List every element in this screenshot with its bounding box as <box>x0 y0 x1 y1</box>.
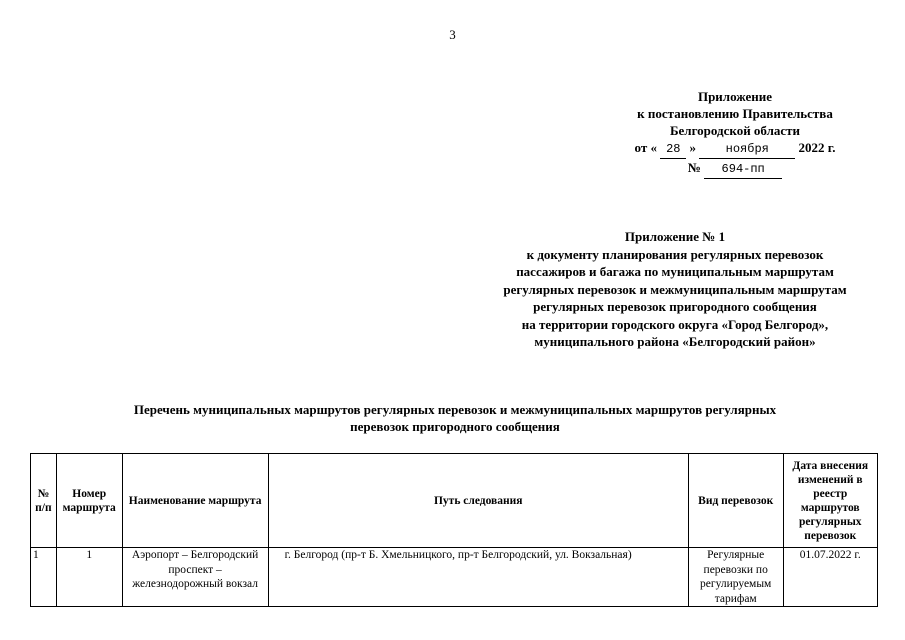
table-row <box>31 548 878 607</box>
appendix-1-block <box>470 228 880 351</box>
appendix-1-line: к документу планирования регулярных перевозок <box>526 246 824 262</box>
header-date: Дата внесения изменений в реестр маршрутов регулярных перевозок <box>783 454 878 548</box>
date-prefix: от « <box>634 140 658 155</box>
date-year: 2022 г. <box>798 140 836 155</box>
appendix-1-line: пассажиров и багажа по муниципальным маршрутам <box>516 264 834 279</box>
appendix-1-line: на территории городского округа «Город Белгород», <box>521 316 829 332</box>
appendix-header-line3: Белгородской области <box>669 123 801 138</box>
appendix-header-line2: к постановлению Правительства <box>637 106 833 121</box>
cell-path: г. Белгород (пр-т Б. Хмельницкого, пр-т Белгородский, ул. Вокзальная) <box>268 548 688 607</box>
cell-route-number: 1 <box>56 548 122 607</box>
date-month: ноября <box>699 141 795 159</box>
appendix-1-title: Приложение № 1 <box>624 229 726 244</box>
table-header-row <box>31 454 878 548</box>
appendix-header <box>605 88 865 179</box>
list-title-line1: Перечень муниципальных маршрутов регулярных перевозок и межмуниципальных маршрутов регулярных <box>133 402 777 417</box>
header-path: Путь следования <box>268 454 688 548</box>
cell-n: 1 <box>31 548 57 607</box>
date-mid: » <box>689 140 697 155</box>
cell-type: Регулярные перевозки по регулируемым тарифам <box>688 548 783 607</box>
appendix-header-date <box>605 139 865 159</box>
appendix-1-line: муниципального района «Белгородский район» <box>534 334 816 349</box>
document-number: 694-пп <box>704 161 782 179</box>
number-prefix: № <box>687 160 701 175</box>
header-type: Вид перевозок <box>688 454 783 548</box>
list-title <box>40 401 870 435</box>
cell-date: 01.07.2022 г. <box>783 548 878 607</box>
header-route-name: Наименование маршрута <box>122 454 268 548</box>
appendix-header-number <box>605 159 865 179</box>
page-number: 3 <box>449 27 456 42</box>
appendix-1-line: регулярных перевозок и межмуниципальным маршрутам <box>503 281 847 297</box>
appendix-1-line: регулярных перевозок пригородного сообщения <box>533 299 817 314</box>
cell-route-name: Аэропорт – Белгородский проспект – железнодорожный вокзал <box>122 548 268 607</box>
routes-table <box>30 453 878 607</box>
list-title-line2: перевозок пригородного сообщения <box>350 419 560 434</box>
appendix-header-title: Приложение <box>697 89 773 104</box>
date-day: 28 <box>660 141 686 159</box>
header-n: № п/п <box>31 454 57 548</box>
header-route-number: Номер маршрута <box>56 454 122 548</box>
